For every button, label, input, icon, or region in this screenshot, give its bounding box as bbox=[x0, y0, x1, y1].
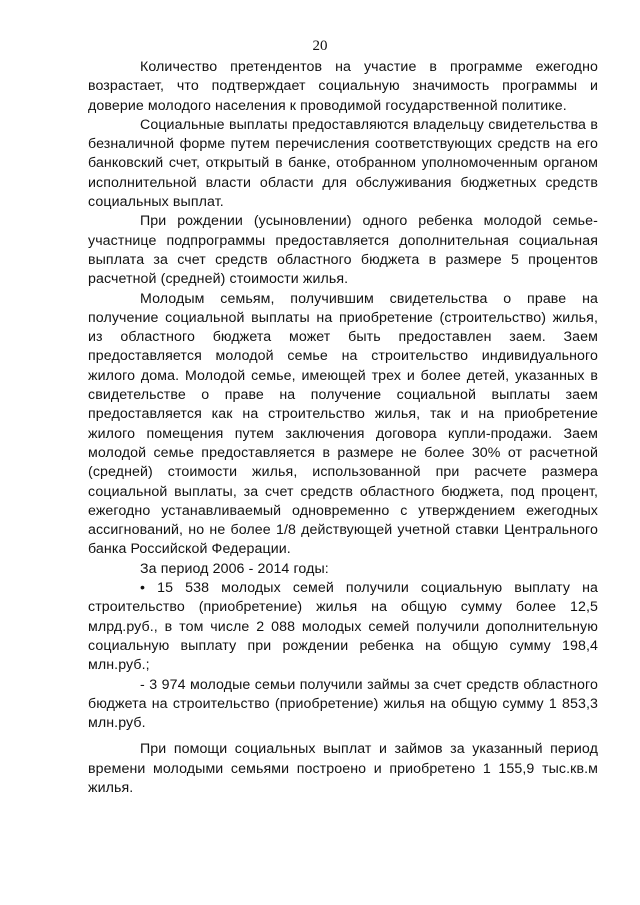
paragraph-payment-method: Социальные выплаты предоставляются владельцу свидетельства в безналичной форме путем перечисления соответствующих средств на его банковский счет, открытый в банке, отобранном уполномоченным органом исполнительной власти области для обслуживания бюджетных средств социальных выплат. bbox=[88, 116, 598, 211]
paragraph-families-payments: • 15 538 молодых семей получили социальную выплату на строительство (приобретение) жилья на общую сумму более 12,5 млрд.руб., в том числе 2 088 молодых семей получили дополнительную социальную выплату при рождении ребенка на общую сумму 198,4 млн.руб.; bbox=[88, 580, 598, 674]
paragraph-child-birth-payment: При рождении (усыновлении) одного ребенка молодой семье-участнице подпрограммы предоставляется дополнительная социальная выплата за счет средств областного бюджета в размере 5 процентов расчетной (средней) стоимости жилья. bbox=[88, 213, 598, 288]
paragraph-applicants-growth: Количество претендентов на участие в программе ежегодно возрастает, что подтверждает социальную значимость программы и доверие молодого населения к проводимой государственной политике. bbox=[88, 59, 598, 114]
page-number: 20 bbox=[312, 38, 328, 54]
document-body bbox=[88, 58, 598, 798]
paragraph-families-loans: - 3 974 молодые семьи получили займы за счет средств областного бюджета на строительство (приобретение) жилья на общую сумму 1 853,3 млн.руб. bbox=[88, 676, 598, 732]
paragraph-loan-conditions: Молодым семьям, получившим свидетельства о праве на получение социальной выплаты на приобретение (строительство) жилья, из областного бюджета может быть предоставлен заем. Заем предоставляется молодой семье на строительство индивидуального жилого дома. Молодой семье, имеющей трех и более детей, указанных в свидетельстве о праве на получение социальной выплаты заем предоставляется как на строительство жилья, так и на приобретение жилого помещения путем заключения договора купли-продажи. Заем молодой семье предоставляется в размере не более 30% от расчетной (средней) стоимости жилья, использованной при расчете размера социальной выплаты, за счет средств областного бюджета, под процент, ежегодно устанавливаемый одновременно с утверждением ежегодных ассигнований, но не более 1/8 действующей учетной ставки Центрального банка Российской Федерации. bbox=[88, 290, 598, 558]
paragraph-period-heading: За период 2006 - 2014 годы: bbox=[140, 560, 329, 577]
paragraph-housing-total: При помощи социальных выплат и займов за указанный период времени молодыми семьями построено и приобретено 1 155,9 тыс.кв.м жилья. bbox=[88, 741, 598, 796]
